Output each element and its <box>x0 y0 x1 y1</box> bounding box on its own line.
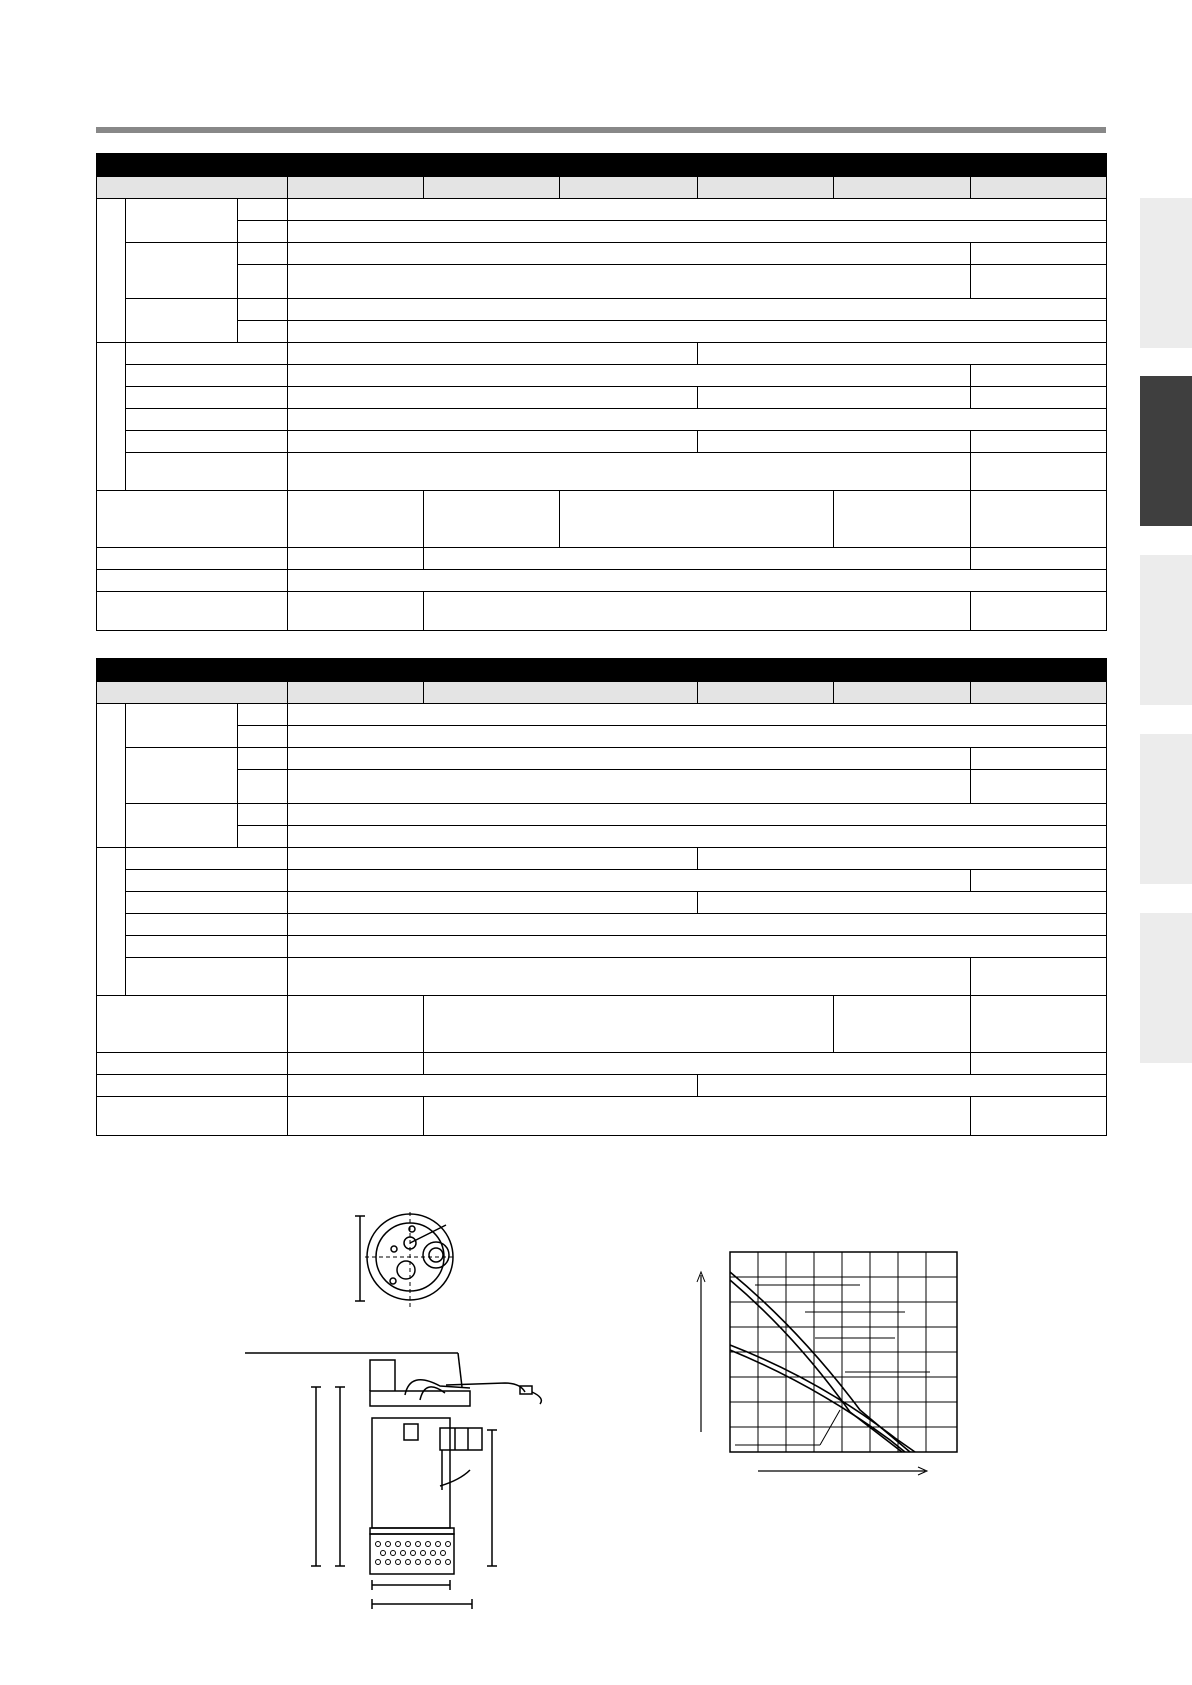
strainer-holes-icon <box>376 1542 451 1565</box>
pump-side-view-icon <box>245 1353 541 1609</box>
chart-grid <box>730 1252 957 1452</box>
performance-chart-icon <box>697 1252 957 1475</box>
pump-top-view-icon <box>355 1212 455 1310</box>
